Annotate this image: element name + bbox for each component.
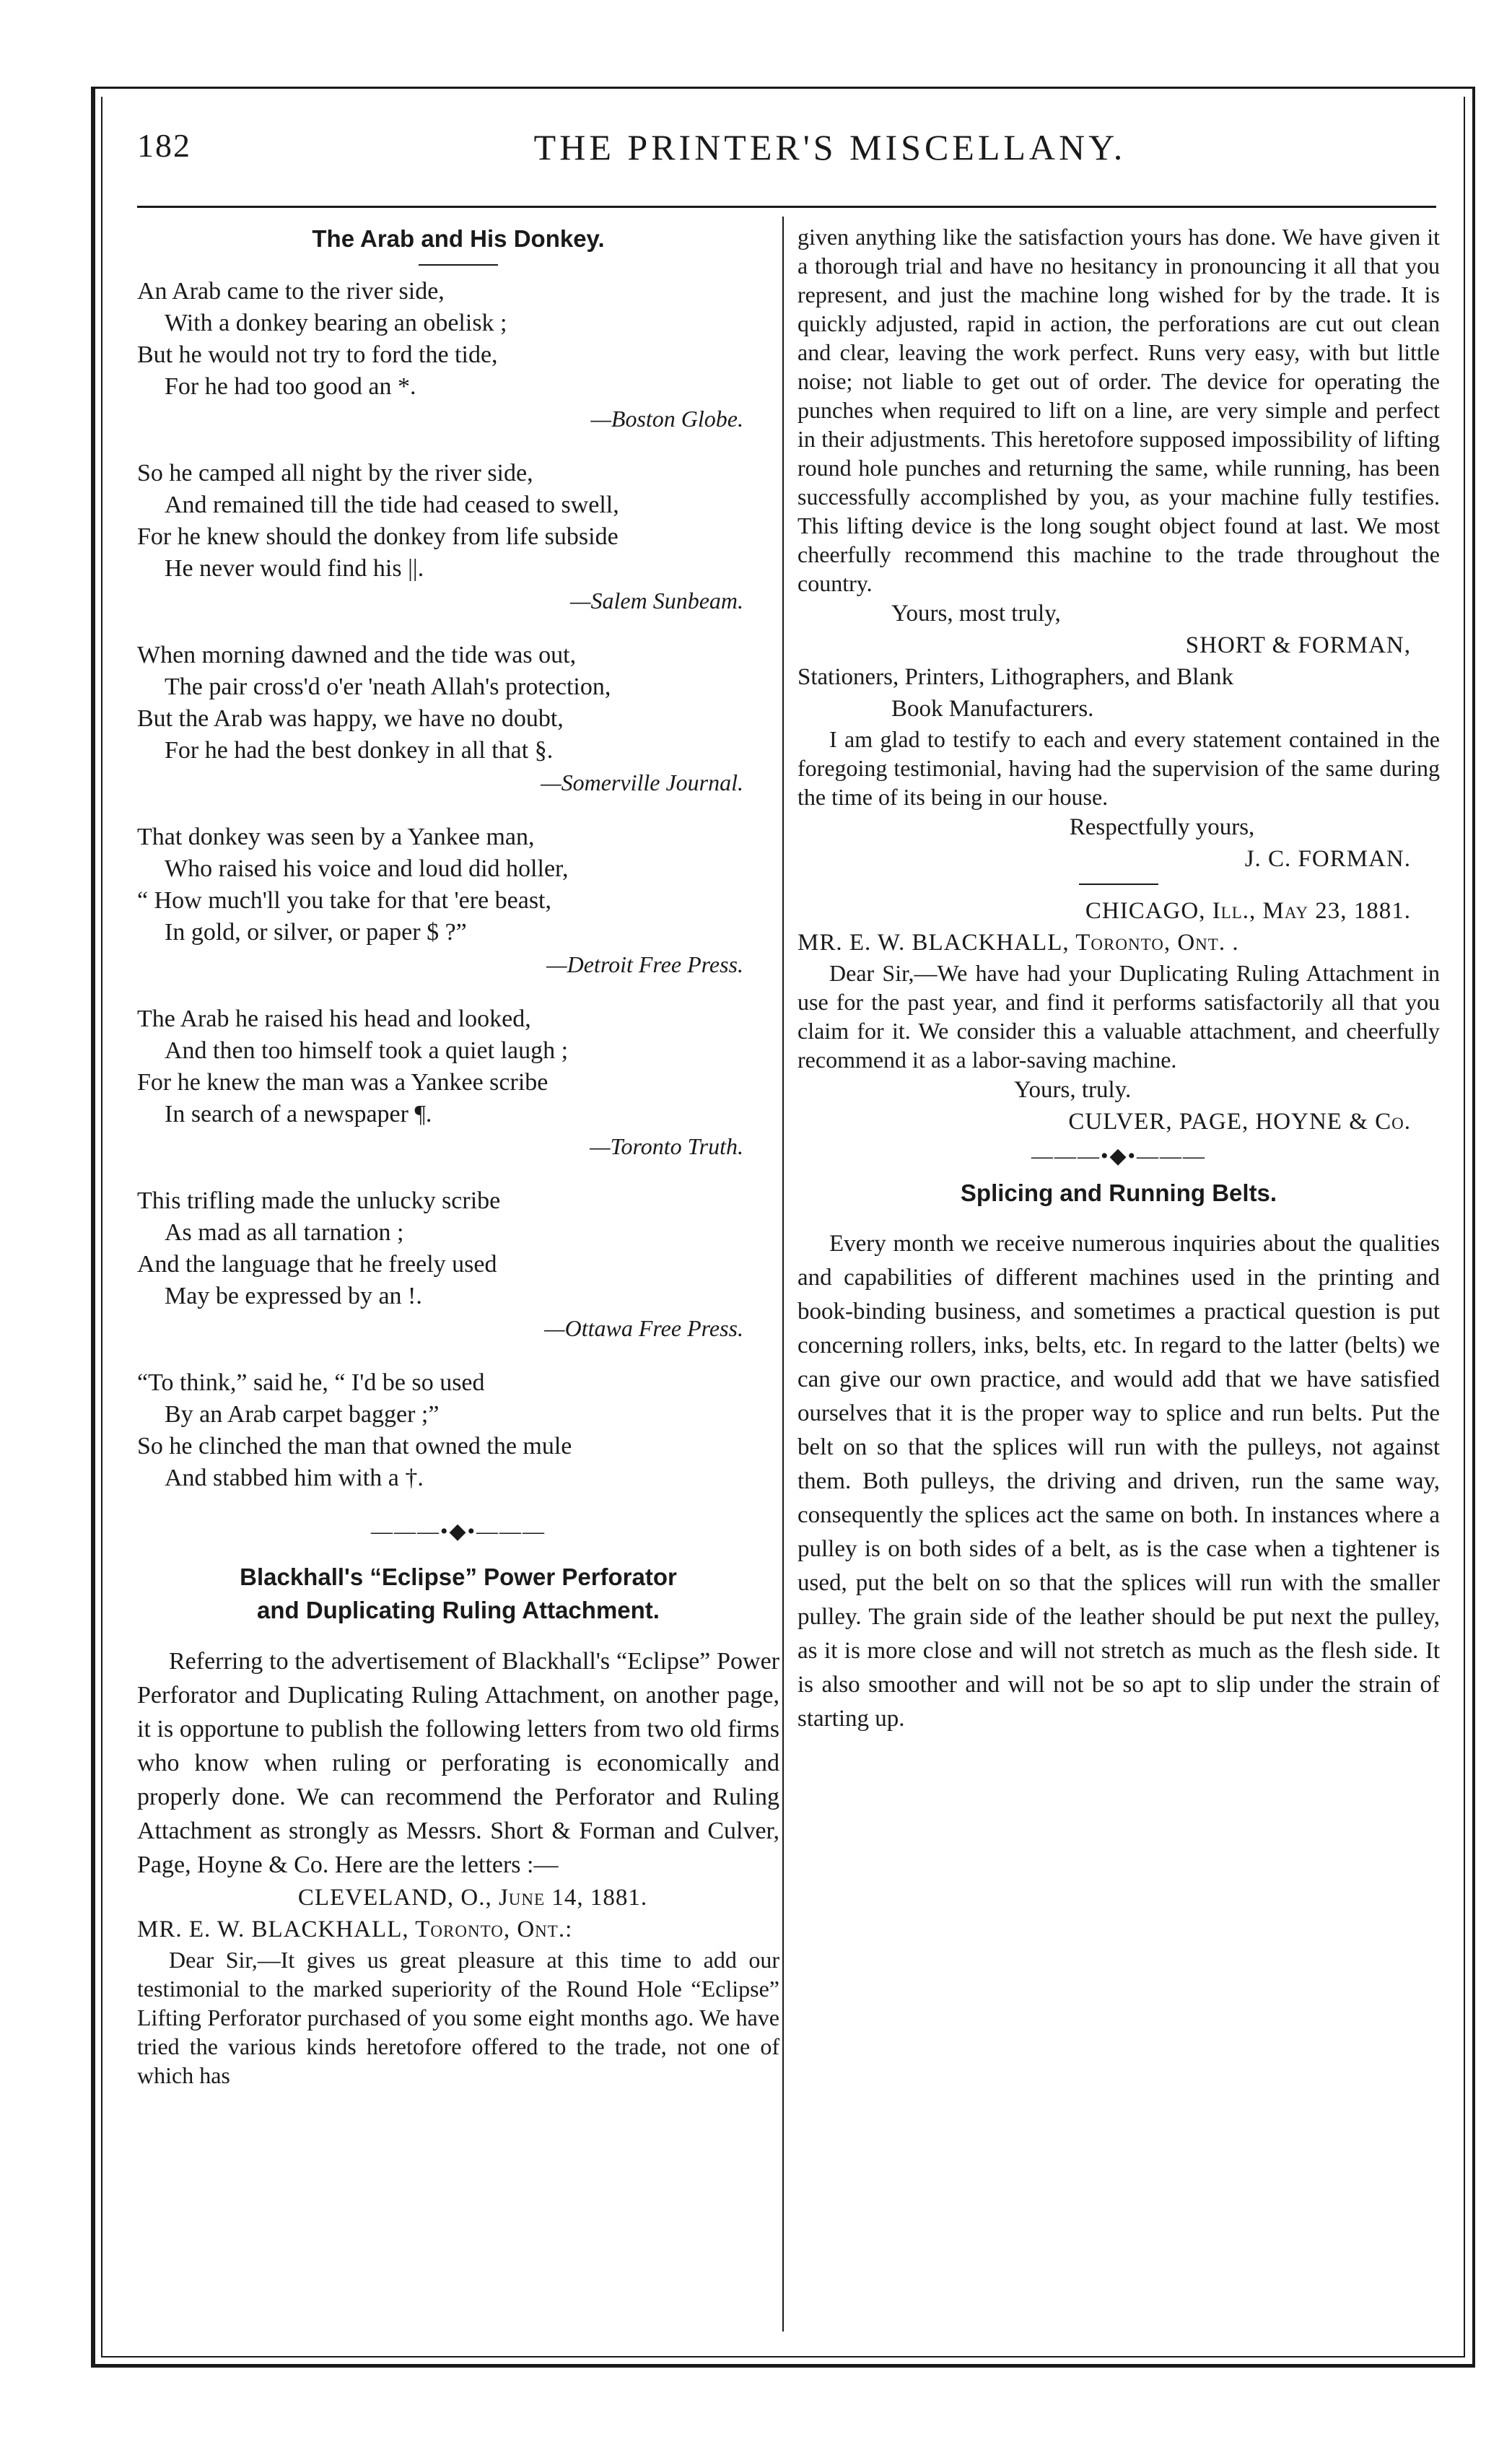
poem-stanza [137,1185,779,1344]
page-number: 182 [137,127,191,164]
left-column [137,222,779,2090]
letter2-signature: CULVER, PAGE, HOYNE & Co. [1068,1109,1411,1135]
poem-line: For he knew the man was a Yankee scribe [137,1069,549,1096]
poem-line: With a donkey bearing an obelisk ; [165,310,507,336]
poem-line: So he clinched the man that owned the mule [137,1433,572,1460]
poem-title: The Arab and His Donkey. [312,225,605,252]
poem-line: May be expressed by an !. [165,1283,422,1309]
poem-line: Who raised his voice and loud did holler, [165,855,569,882]
poem-line: And then too himself took a quiet laugh ; [165,1037,569,1064]
poem-attribution: —Toronto Truth. [590,1133,743,1159]
poem-stanza [137,640,779,798]
poem-line: So he camped all night by the river side, [137,460,533,487]
letter1-postscript: I am glad to testify to each and every statement contained in the foregoing testimonial, having had the supervision of the same during the time of its being in our house. [797,726,1440,810]
poem-stanza [137,458,779,616]
column-divider [782,217,784,2332]
poem-line: The pair cross'd o'er 'neath Allah's protection, [165,673,611,700]
letter-separator-rule [1079,884,1158,885]
poem-line: For he knew should the donkey from life subside [137,523,619,550]
poem-attribution: —Salem Sunbeam. [570,588,743,614]
poem-stanza [137,1003,779,1162]
poem-line: In search of a newspaper ¶. [165,1101,432,1127]
poem-line: And stabbed him with a †. [165,1465,424,1491]
poem-line: “To think,” said he, “ I'd be so used [137,1369,485,1396]
poem-line: This trifling made the unlucky scribe [137,1187,501,1214]
article1-title-line1: Blackhall's “Eclipse” Power Perforator [240,1563,677,1590]
poem-attribution: —Ottawa Free Press. [544,1315,743,1341]
letter1-closing: Yours, most truly, [891,601,1061,627]
poem-line: But the Arab was happy, we have no doubt, [137,705,564,732]
letter1-addressee: MR. E. W. BLACKHALL, Toronto, Ont.: [137,1916,573,1942]
poem-line: And remained till the tide had ceased to swell, [165,492,619,518]
page-header [137,126,1436,184]
letter1-signature-sub1: Stationers, Printers, Lithographers, and Blank [797,664,1233,690]
article2-title: Splicing and Running Belts. [960,1179,1277,1206]
article1-title-line2: and Duplicating Ruling Attachment. [257,1597,660,1623]
article1-intro: Referring to the advertisement of Blackhall's “Eclipse” Power Perforator and Duplicating Ruling Attachment, on another page, it is opportune to publish the following letters from two old firms who know when ruling or perforating is economically and properly done. We can recommend the Perforator and Ruling Attachment as strongly as Messrs. Short & Forman and Culver, Page, Hoyne & Co. Here are the letters :— [137,1648,779,1878]
poem-attribution: —Detroit Free Press. [546,951,743,977]
title-rule [419,264,498,266]
poem-stanza [137,276,779,435]
poem [137,276,779,1494]
poem-line: He never would find his ||. [165,555,424,582]
poem-line: And the language that he freely used [137,1251,497,1278]
letter1-ps-signature: J. C. FORMAN. [1244,846,1411,872]
letter2-dateline: CHICAGO, Ill., May 23, 1881. [1085,898,1411,924]
poem-line: By an Arab carpet bagger ;” [165,1401,440,1428]
letter1-signature-sub2: Book Manufacturers. [891,696,1094,722]
letter1-body-left: Dear Sir,—It gives us great pleasure at this time to add our testimonial to the marked superiority of the Round Hole “Eclipse” Lifting Perforator purchased of you some eight months ago. We have tried the various kinds heretofore offered to the trade, not one of which has [137,1947,779,2088]
poem-line: That donkey was seen by a Yankee man, [137,824,535,850]
poem-line: For he had too good an *. [165,373,416,400]
section-ornament: ———•◆•——— [370,1519,546,1543]
poem-line: But he would not try to ford the tide, [137,341,498,368]
poem-line: In gold, or silver, or paper $ ?” [165,919,467,946]
section-ornament-2: ———•◆•——— [1031,1144,1207,1168]
letter2-body: Dear Sir,—We have had your Duplicating Ruling Attachment in use for the past year, and find it performs satisfactorily all that you claim for it. We consider this a valuable attachment, and cheerfully recommend it as a labor-saving machine. [797,960,1440,1073]
running-title: THE PRINTER'S MISCELLANY. [533,127,1127,167]
poem-stanza [137,821,779,980]
poem-line: The Arab he raised his head and looked, [137,1006,531,1032]
poem-stanza [137,1367,779,1494]
letter1-ps-closing: Respectfully yours, [1069,814,1255,840]
poem-line: When morning dawned and the tide was out, [137,642,577,668]
poem-attribution: —Somerville Journal. [541,769,743,795]
letter1-signature: SHORT & FORMAN, [1185,632,1411,658]
letter1-body-right: given anything like the satisfaction yours has done. We have given it a thorough trial and have no hesitancy in pronouncing it all that you represent, and just the machine long wished for by the trade. It is quickly adjusted, rapid in action, the perforations are cut out clean and clear, leaving the work perfect. Runs very easy, with but little noise; not liable to get out of order. The device for operating the punches when required to lift on a line, are very simple and perfect in their adjustments. This heretofore supposed impossibility of lifting round hole punches and returning the same, while running, has been successfully accomplished by you, as your machine fully testifies. This lifting device is the long sought object found at last. We most cheerfully recommend this machine to the trade throughout the country. [797,224,1440,596]
header-rule [137,206,1436,208]
letter2-closing: Yours, truly. [1014,1077,1132,1103]
poem-line: As mad as all tarnation ; [165,1219,404,1246]
article2-body: Every month we receive numerous inquiries about the qualities and capabilities of different machines used in the printing and book-binding business, and sometimes a practical question is put concerning rollers, inks, belts, etc. In regard to the latter (belts) we can give our own practice, and would add that we have satisfied ourselves that it is the proper way to splice and run belts. Put the belt on so that the splices will run with the pulleys, not against them. Both pulleys, the driving and driven, run the same way, consequently the splices act the same on both. In instances where a pulley is on both sides of a belt, as is the case when a tightener is used, put the belt on so that the splices will run with the smaller pulley. The grain side of the leather should be put next the pulley, as it is more close and will not stretch as much as the flesh side. It is also smoother and will not be so apt to slip under the strain of starting up. [797,1231,1440,1732]
letter2-addressee: MR. E. W. BLACKHALL, Toronto, Ont. . [797,930,1239,956]
right-column [797,222,1440,1736]
poem-line: For he had the best donkey in all that §. [165,737,554,764]
poem-line: “ How much'll you take for that 'ere beast, [137,887,551,914]
poem-line: An Arab came to the river side, [137,278,445,305]
poem-attribution: —Boston Globe. [590,406,743,432]
letter1-dateline: CLEVELAND, O., June 14, 1881. [297,1885,648,1911]
